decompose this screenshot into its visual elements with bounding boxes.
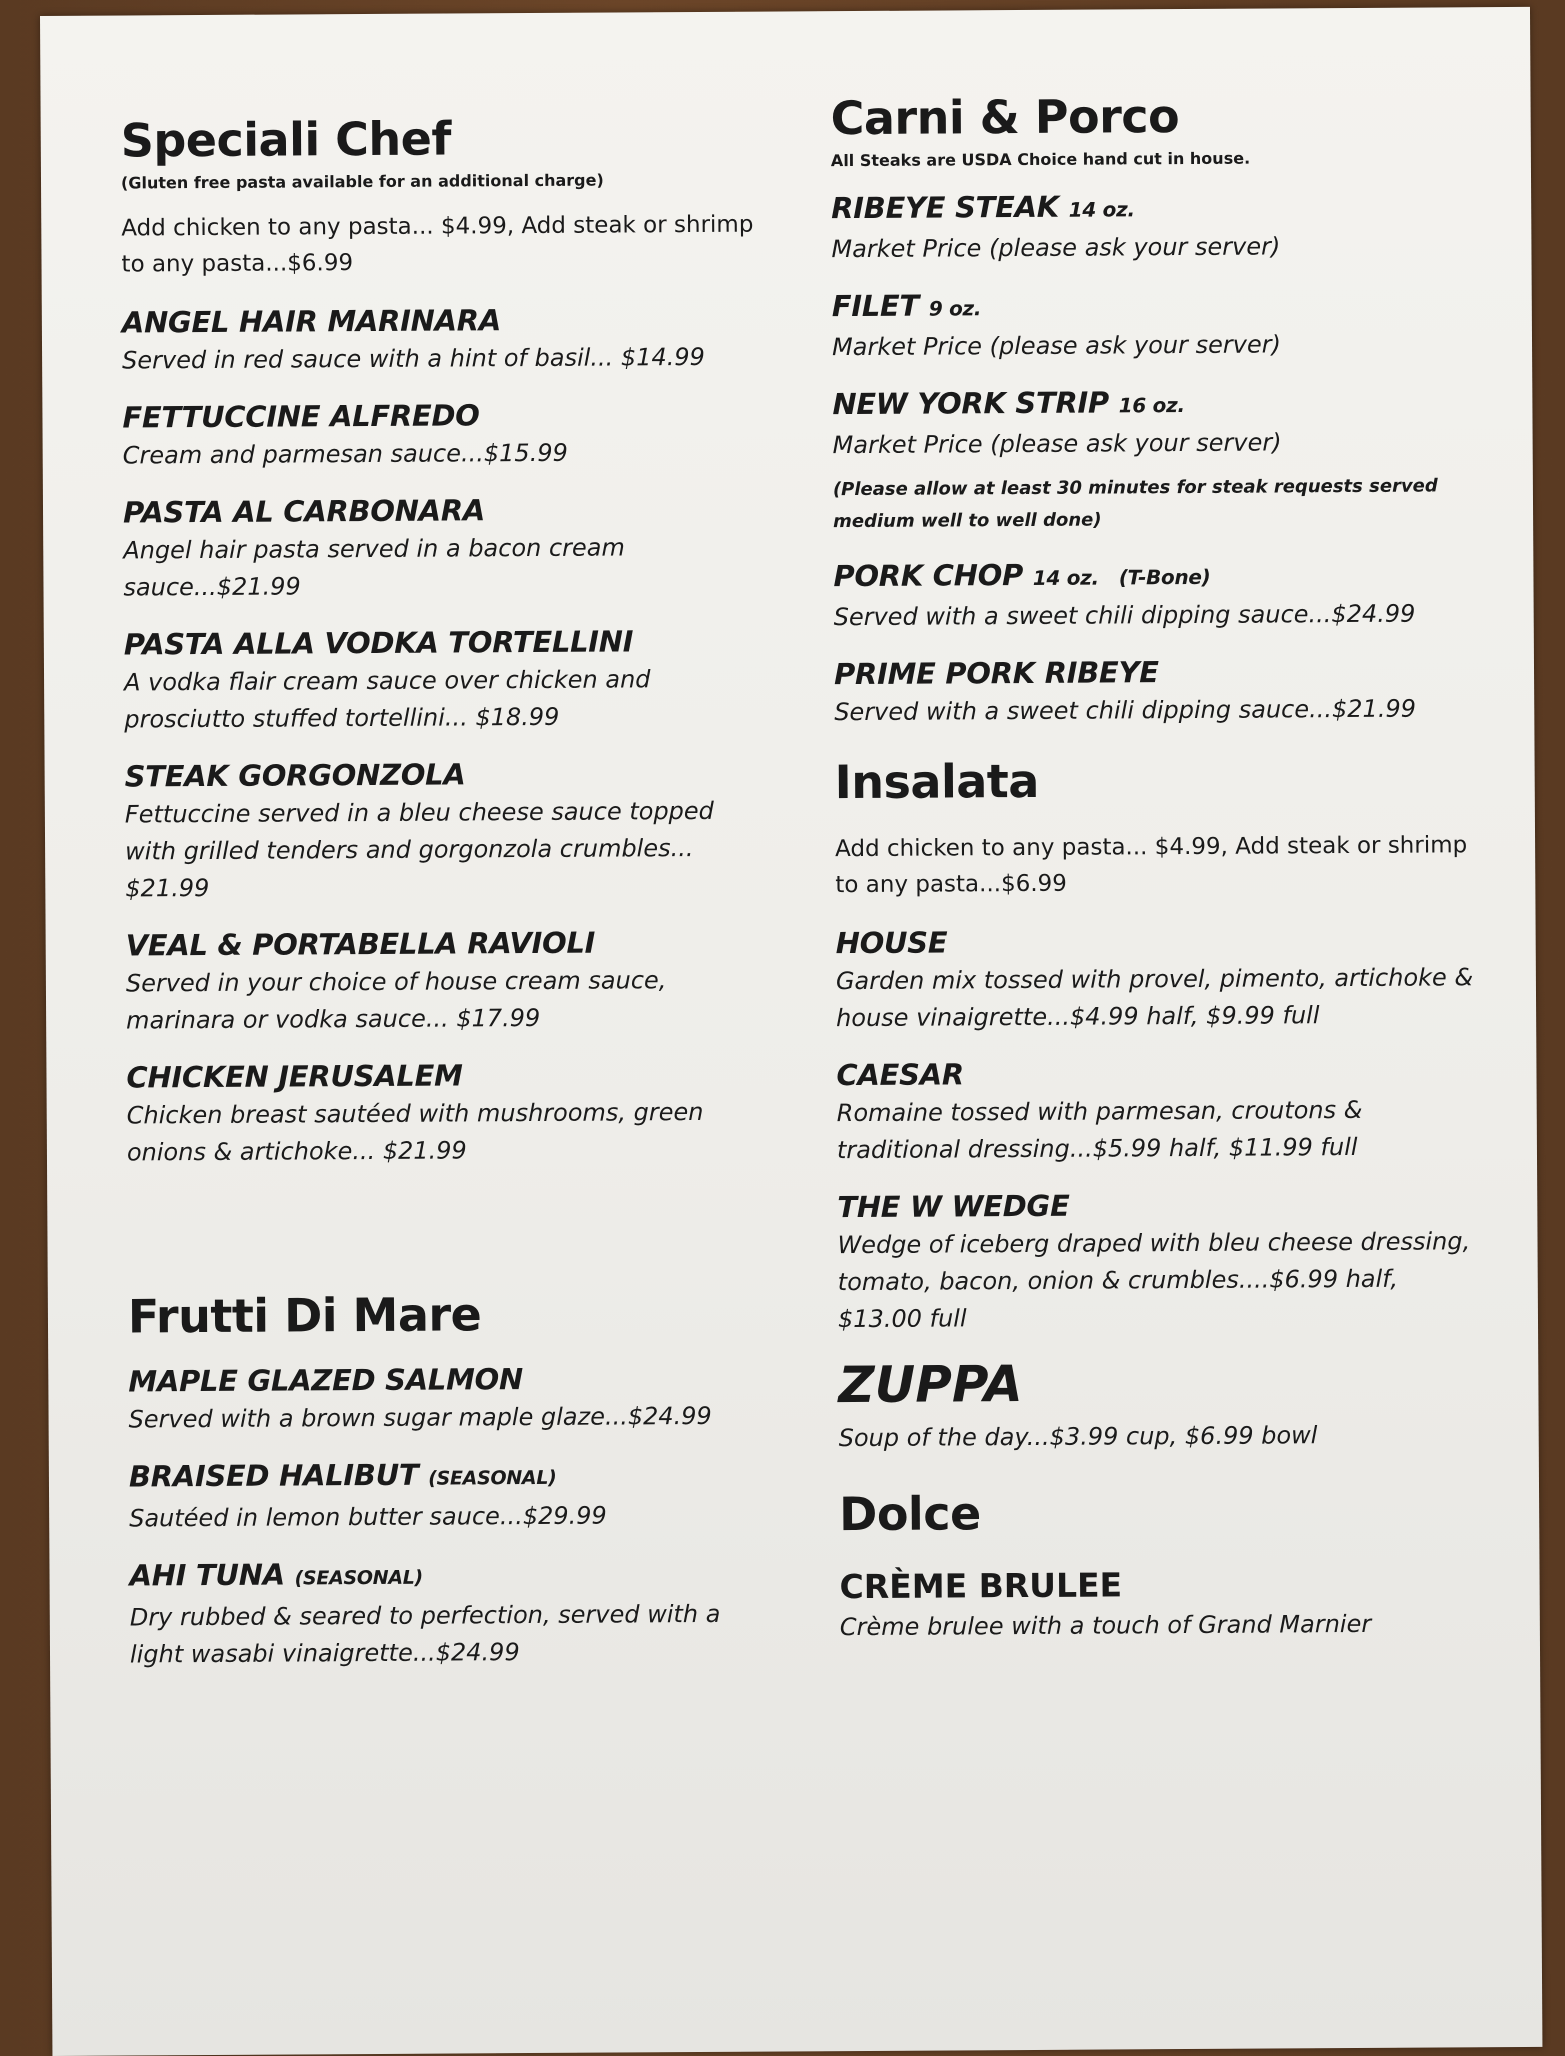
item-name [832,282,1472,329]
item-name: PRIME PORK RIBEYE [833,655,1159,692]
menu-item [125,753,766,908]
menu-item [128,1358,768,1439]
item-name: CHICKEN JERUSALEM [126,1058,463,1095]
dessert-item-desc: Crème brulee with a touch of Grand Marnier [839,1609,1372,1642]
item-desc: Fettuccine served in a bleu cheese sauce topped with grilled tenders and gorgonzola crumbles... $21.99 [124,796,714,903]
spacer [127,1186,768,1290]
item-desc: Served with a brown sugar maple glaze...$24.99 [128,1401,712,1434]
item-name-text: RIBEYE STEAK [831,189,1060,226]
soup-desc: Soup of the day...$3.99 cup, $6.99 bowl [838,1421,1318,1453]
item-name: PASTA AL CARBONARA [122,493,486,530]
item-desc: Served in red sauce with a hint of basil... $14.99 [122,342,705,375]
item-name [129,1552,769,1600]
item-name [832,380,1472,427]
menu-page [40,7,1542,2056]
menu-item [122,394,762,475]
item-name [831,184,1471,231]
item-name: PASTA ALLA VODKA TORTELLINI [123,624,634,662]
right-column [830,87,1479,1646]
item-name: HOUSE [835,925,948,961]
menu-item [836,1051,1477,1169]
item-name-text: PORK CHOP [833,558,1024,594]
item-size: 14 oz. (T-Bone) [1032,564,1211,590]
item-desc: Served with a sweet chili dipping sauce...$24.99 [833,599,1416,632]
item-desc: Romaine tossed with parmesan, croutons & traditional dressing...$5.99 half, $11.99 full [836,1095,1363,1165]
item-desc: Served in your choice of house cream sauce, marinara or vodka sauce... $17.99 [125,966,667,1035]
menu-item [122,299,762,380]
steak-timing-note: (Please allow at least 30 minutes for steak requests served medium well to well done) [832,475,1438,533]
menu-item [124,621,765,739]
item-desc: Wedge of iceberg draped with bleu cheese dressing, tomato, bacon, onion & crumbles....$6.99 half, $13.00 full [837,1227,1471,1334]
item-desc: Served with a sweet chili dipping sauce...$21.99 [834,694,1417,727]
item-desc: Chicken breast sautéed with mushrooms, green onions & artichoke... $21.99 [126,1097,704,1167]
item-name: CAESAR [836,1057,964,1093]
gluten-free-note: (Gluten free pasta available for an additional charge) [120,170,604,193]
menu-item [837,1183,1478,1338]
item-size: 16 oz. [1118,393,1185,418]
menu-item [129,1453,769,1538]
item-name: STEAK GORGONZOLA [124,757,466,794]
item-size: 9 oz. [928,296,982,321]
item-name: FETTUCCINE ALFREDO [122,398,480,435]
seasonal-tag: (SEASONAL) [428,1466,557,1490]
item-desc: Market Price (please ask your server) [831,330,1282,362]
section-title-speciali: Speciali Chef [120,111,452,168]
item-desc: A vodka flair cream sauce over chicken and prosciutto stuffed tortellini... $18.99 [123,665,651,734]
dessert-item-name: CRÈME BRULEE [839,1565,1123,1607]
item-size: 14 oz. [1068,197,1135,222]
item-desc: Market Price (please ask your server) [832,428,1282,460]
section-title-zuppa: ZUPPA [838,1355,1023,1415]
menu-item [836,919,1477,1037]
menu-item [832,282,1472,366]
item-name: THE W WEDGE [837,1188,1070,1225]
menu-item [834,650,1474,731]
pasta-addon-note: Add chicken to any pasta... $4.99, Add steak or shrimp to any pasta...$6.99 [121,211,754,278]
item-name [128,1358,768,1402]
item-name-text: BRAISED HALIBUT [128,1457,419,1494]
menu-item [123,489,764,607]
item-name-text: NEW YORK STRIP [832,385,1110,422]
item-name [129,1453,769,1501]
item-desc: Dry rubbed & seared to perfection, served with a light wasabi vinaigrette...$24.99 [129,1599,721,1669]
section-title-frutti: Frutti Di Mare [127,1287,482,1344]
section-title-dolce: Dolce [839,1486,981,1542]
menu-item [832,380,1472,464]
item-desc: Garden mix tossed with provel, pimento, artichoke & house vinaigrette...$4.99 half, $9.99 full [835,963,1474,1033]
section-title-carni: Carni & Porco [830,89,1180,146]
steak-usda-note: All Steaks are USDA Choice hand cut in house. [830,148,1251,171]
item-name-text: MAPLE GLAZED SALMON [128,1362,524,1399]
item-desc: Cream and parmesan sauce...$15.99 [122,438,568,470]
item-desc: Sautéed in lemon butter sauce...$29.99 [129,1501,607,1533]
item-name: VEAL & PORTABELLA RAVIOLI [125,925,596,963]
menu-item [129,1552,770,1674]
menu-item [126,1054,767,1172]
menu-item [126,922,767,1040]
section-title-insalata: Insalata [834,753,1039,810]
menu-item [831,184,1471,268]
item-name-text: AHI TUNA [129,1557,285,1593]
item-name: ANGEL HAIR MARINARA [121,303,502,340]
left-column [120,92,770,1692]
item-desc: Angel hair pasta served in a bacon cream sauce...$21.99 [123,533,625,602]
item-name-text: FILET [831,288,920,324]
salad-addon-note: Add chicken to any pasta... $4.99, Add steak or shrimp to any pasta...$6.99 [835,832,1468,899]
item-desc: Market Price (please ask your server) [831,232,1281,264]
menu-item [833,552,1473,636]
item-name [833,552,1473,599]
seasonal-tag: (SEASONAL) [294,1566,423,1590]
